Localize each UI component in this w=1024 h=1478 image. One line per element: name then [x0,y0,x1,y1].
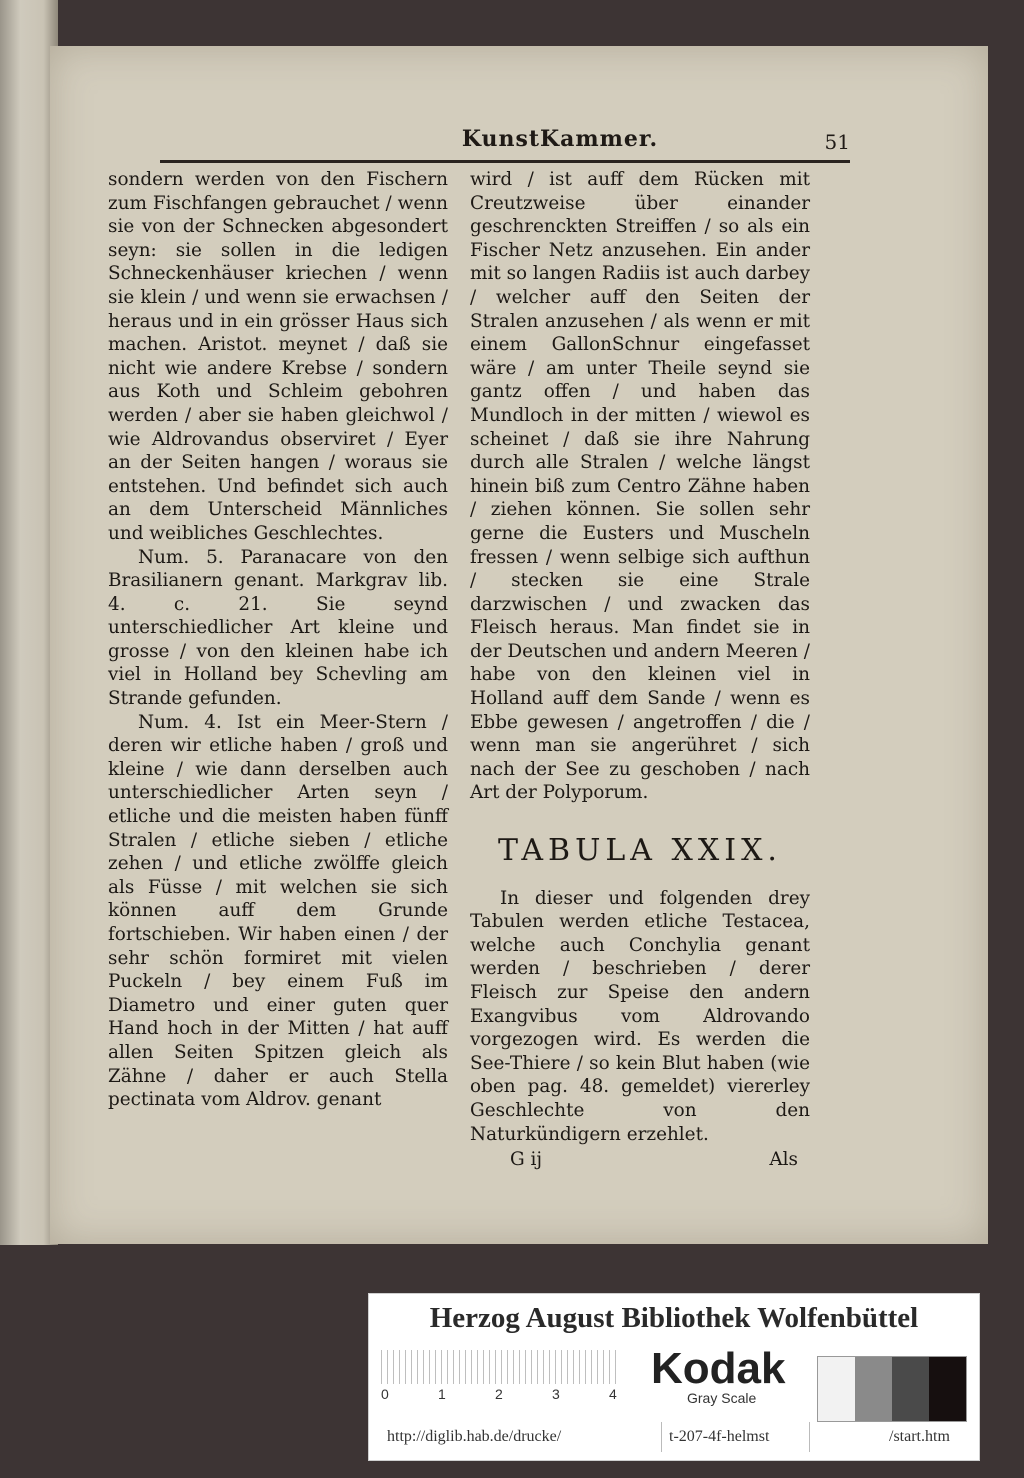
left-paragraph-2: Num. 5. Paranacare von den Brasilianern genant. Markgrav lib. 4. c. 21. Sie seynd unterschiedlicher Art kleine und grosse / von den kleinen habe ich viel in Holland bey Schevling am Strande gefunden. [108,546,448,710]
right-paragraph-1: wird / ist auff dem Rücken mit Creutzweise über einander geschrenckten Streiffen / so als ein Fischer Netz anzusehen. Ein ander mit so langen Radiis ist auch darbey / welcher auff den Seiten der Stralen anzusehen / als wenn er mit einem GallonSchnur eingefasset wäre / am unter Theile seynd sie gantz offen / und haben das Mundloch in der mitten / wiewol es scheinet / daß sie ihre Nahrung durch alle Stralen / welche längst hinein biß zum Centro Zähne haben / ziehen können. Sie sollen sehr gerne die Eusters und Muscheln fressen / wenn selbige sich aufthun / stecken sie eine Strale darzwischen / und zwacken das Fleisch heraus. Man findet sie in der Deutschen und andern Meeren / habe von den kleinen viel in Holland auff dem Sande / wenn es Ebbe gewesen / angetroffen / die / wenn man sie angerühret / sich nach der See zu geschoben / nach Art der Polyporum. [470,169,810,804]
ruler-label-2: 2 [495,1386,503,1402]
scale-ruler [381,1350,621,1384]
right-column [470,168,810,1172]
right-paragraph-2: In dieser und folgenden drey Tabulen werden etliche Testacea, welche auch Conchylia genant werden / beschrieben / derer Fleisch zur Speise den andern Exangvibus vom Aldrovando vorgezogen wird. Es werden die See-Thiere / so kein Blut haben (wie oben pag. 48. gemeldet) viererley Geschlechte von den Naturkündigern erzehlet. [470,887,810,1145]
catchword: Als [769,1149,798,1171]
footer-divider [809,1422,810,1452]
running-head: KunstKammer. [461,126,659,152]
gray-scale-swatches [817,1356,967,1422]
footer-divider [661,1422,662,1452]
ruler-label-3: 3 [552,1386,560,1402]
swatch-black [929,1357,966,1421]
left-paragraph-3: Num. 4. Ist ein Meer-Stern / deren wir etliche haben / groß und kleine / wie dann derselben auch unterschiedlicher Arten seyn / etliche und die meisten haben fünff Stralen / etliche sieben / etliche zehen / und etliche zwölffe gleich als Füsse / mit welchen sie sich können auff dem Grunde fortschieben. Wir haben einen / der sehr schön formiret mit vielen Puckeln / bey einem Fuß im Diametro und einer guten quer Hand hoch in der Mitten / hat auff allen Seiten Spitzen gleich als Zähne / daher er auch Stella pectinata vom Aldrov. genant [108,711,448,1111]
signature-mark: G ij [510,1149,543,1171]
ruler-label-4: 4 [609,1386,617,1402]
swatch-white [818,1357,855,1421]
page-number: 51 [824,130,850,154]
ruler-label-0: 0 [381,1386,389,1402]
ruler-label-1: 1 [438,1386,446,1402]
shelfmark: t-207-4f-helmst [669,1428,770,1445]
signature-line [470,1148,810,1172]
card-footer [369,1418,979,1458]
gray-scale-label: Gray Scale [687,1390,757,1406]
header-rule [160,160,850,163]
swatch-dark-gray [892,1357,929,1421]
left-column [108,168,448,1112]
start-page-text: /start.htm [889,1428,950,1445]
url-text: http://diglib.hab.de/drucke/ [387,1428,562,1445]
page-header [160,126,850,156]
kodak-logo: Kodak [651,1344,786,1393]
library-title: Herzog August Bibliothek Wolfenbüttel [429,1302,919,1334]
scan-target-card [368,1293,980,1461]
left-paragraph-1: sondern werden von den Fischern zum Fischfangen gebrauchet / wenn sie von der Schnecken abgesondert seyn: sie sollen in die ledigen Schneckenhäuser kriechen / wenn sie klein / und wenn sie erwachsen / heraus und in ein grösser Haus sich machen. Aristot. meynet / daß sie nicht wie andere Krebse / sondern aus Koth und Schleim gebohren werden / aber sie haben gleichwol / wie Aldrovandus observiret / Eyer an der Seiten hangen / woraus sie entstehen. Und befindet sich auch an dem Unterscheid Männliches und weibliches Geschlechtes. [108,169,448,544]
section-title: TABULA XXIX. [498,833,782,869]
swatch-gray [855,1357,892,1421]
book-page [50,46,988,1244]
